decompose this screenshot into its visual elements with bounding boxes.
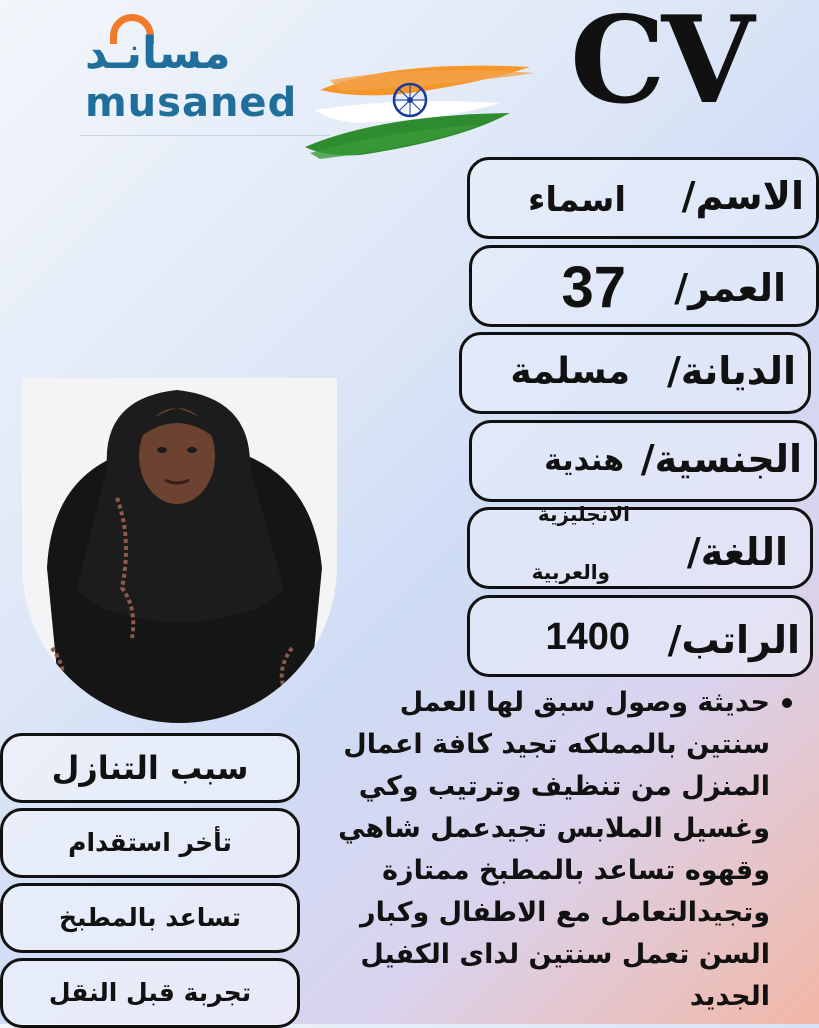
language-value-1: الانجليزية — [537, 502, 630, 526]
religion-box — [459, 332, 811, 414]
religion-label: الديانة/ — [667, 349, 796, 393]
language-value-2: والعربية — [531, 560, 610, 584]
reason-text: تأخر استقدام — [68, 828, 232, 857]
description-line: وتجيدالتعامل مع الاطفال وكبار — [360, 897, 770, 928]
salary-value: 1400 — [545, 616, 630, 658]
reason-box — [0, 958, 300, 1028]
cv-title: CV — [570, 0, 751, 131]
description-line: وغسيل الملابس تجيدعمل شاهي — [338, 813, 770, 844]
salary-label: الراتب/ — [667, 618, 800, 662]
logo-arabic: مسانـد — [85, 28, 231, 79]
nationality-label: الجنسية/ — [640, 437, 802, 481]
age-box — [469, 245, 819, 327]
salary-box — [467, 595, 813, 677]
name-value: اسماء — [527, 180, 626, 220]
language-box — [467, 502, 813, 589]
reason-text: تجربة قبل النقل — [48, 978, 252, 1007]
name-box — [467, 157, 819, 239]
nationality-value: هندية — [544, 443, 624, 478]
description-line: حديثة وصول سبق لها العمل — [399, 687, 770, 718]
name-label: الاسم/ — [681, 174, 804, 218]
age-label: العمر/ — [674, 266, 786, 310]
candidate-photo — [22, 378, 337, 723]
age-value: 37 — [561, 255, 626, 320]
description-line: سنتين بالمملكه تجيد كافة اعمال — [343, 729, 770, 760]
reason-box — [0, 883, 300, 953]
bullet-icon — [782, 698, 792, 708]
release-title-box — [0, 733, 300, 803]
description-line: السن تعمل سنتين لداى الكفيل — [360, 939, 770, 970]
reason-text: تساعد بالمطبخ — [59, 903, 241, 932]
description-line: وقهوه تساعد بالمطبخ ممتازة — [382, 855, 770, 886]
reason-box — [0, 808, 300, 878]
nationality-box — [469, 420, 817, 502]
logo-divider — [80, 135, 330, 136]
india-flag-icon — [300, 55, 540, 160]
description — [300, 682, 770, 1018]
description-line: المنزل من تنظيف وترتيب وكي — [358, 771, 770, 802]
language-label: اللغة/ — [686, 530, 788, 574]
description-line: الجديد — [689, 981, 770, 1012]
release-title: سبب التنازل — [51, 749, 249, 787]
logo-english: musaned — [85, 80, 298, 126]
religion-value: مسلمة — [510, 351, 630, 392]
